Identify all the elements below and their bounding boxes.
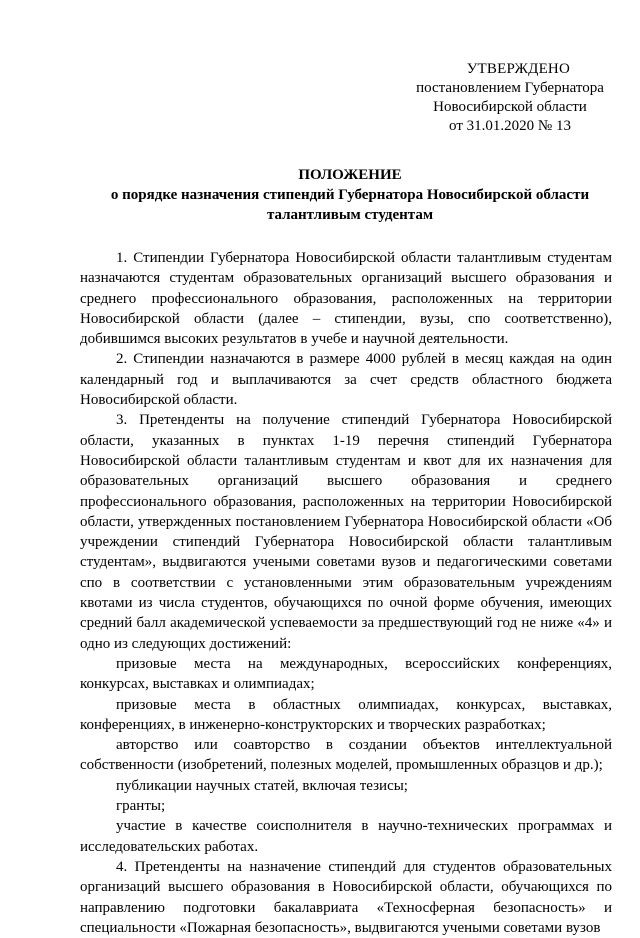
list-item-regional-prizes: призовые места в областных олимпиадах, конкурсах, выставках, конференциях, в инженерно-конструкторских и творческих разработках; xyxy=(80,696,612,733)
document-subtitle-line-1: о порядке назначения стипендий Губернатора Новосибирской области xyxy=(110,187,590,203)
list-item-international-prizes: призовые места на международных, всероссийских конференциях, конкурсах, выставках и олимпиадах; xyxy=(80,655,612,693)
approval-title: УТВЕРЖДЕНО xyxy=(466,61,570,77)
paragraph-4: 4. Претенденты на назначение стипендий для студентов образовательных организаций высшего образования в Новосибирской области, обучающихся по направлению подготовки бакалавриата «Техносферная безопасность» и специальности «Пожарная безопасность», выдвигаются учеными советами вузов xyxy=(80,858,612,936)
document-heading xyxy=(80,165,620,225)
approval-date-line: от 31.01.2020 № 13 xyxy=(449,118,571,134)
document-body xyxy=(80,248,612,938)
approval-line-1: постановлением Губернатора xyxy=(416,80,604,96)
document-title: ПОЛОЖЕНИЕ xyxy=(298,167,402,183)
approval-line-2: Новосибирской области xyxy=(433,99,587,115)
paragraph-1: 1. Стипендии Губернатора Новосибирской области талантливым студентам назначаются студентам образовательных организаций высшего образования и среднего профессионального образования, расположенных на территории Новосибирской области (далее – стипендии, вузы, спо соответственно), добившимся высоких результатов в учебе и научной деятельности. xyxy=(80,250,612,348)
list-item-grants: гранты; xyxy=(116,798,166,815)
list-item-research-participation: участие в качестве соисполнителя в научно-технических программах и исследовательских работах. xyxy=(80,818,612,855)
paragraph-2: 2. Стипендии назначаются в размере 4000 рублей в месяц каждая на один календарный год и выплачиваются за счет средств областного бюджета Новосибирской области. xyxy=(80,351,612,409)
document-subtitle-line-2: талантливым студентам xyxy=(266,207,434,223)
paragraph-3: 3. Претенденты на получение стипендий Губернатора Новосибирской области, указанных в пунктах 1-19 перечня стипендий Губернатора Новосибирской области талантливым студентам и квот для их назначения для образовательных организаций высшего образования и среднего профессионального образования, расположенных на территории Новосибирской области, утвержденных постановлением Губернатора Новосибирской области «Об учреждении стипендий Губернатора Новосибирской области талантливым студентам», выдвигаются учеными советами вузов и педагогическими советами спо в соответствии с установленными этим образовательным учреждениям квотами из числа студентов, обучающихся по очной форме обучения, имеющих средний балл академической успеваемости за предшествующий год не ниже «4» и одно из следующих достижений: xyxy=(80,412,612,652)
approval-block xyxy=(405,60,615,136)
list-item-intellectual-property: авторство или соавторство в создании объектов интеллектуальной собственности (изобретений, полезных моделей, промышленных образцов и др.); xyxy=(80,737,612,774)
list-item-publications: публикации научных статей, включая тезисы; xyxy=(116,777,408,794)
